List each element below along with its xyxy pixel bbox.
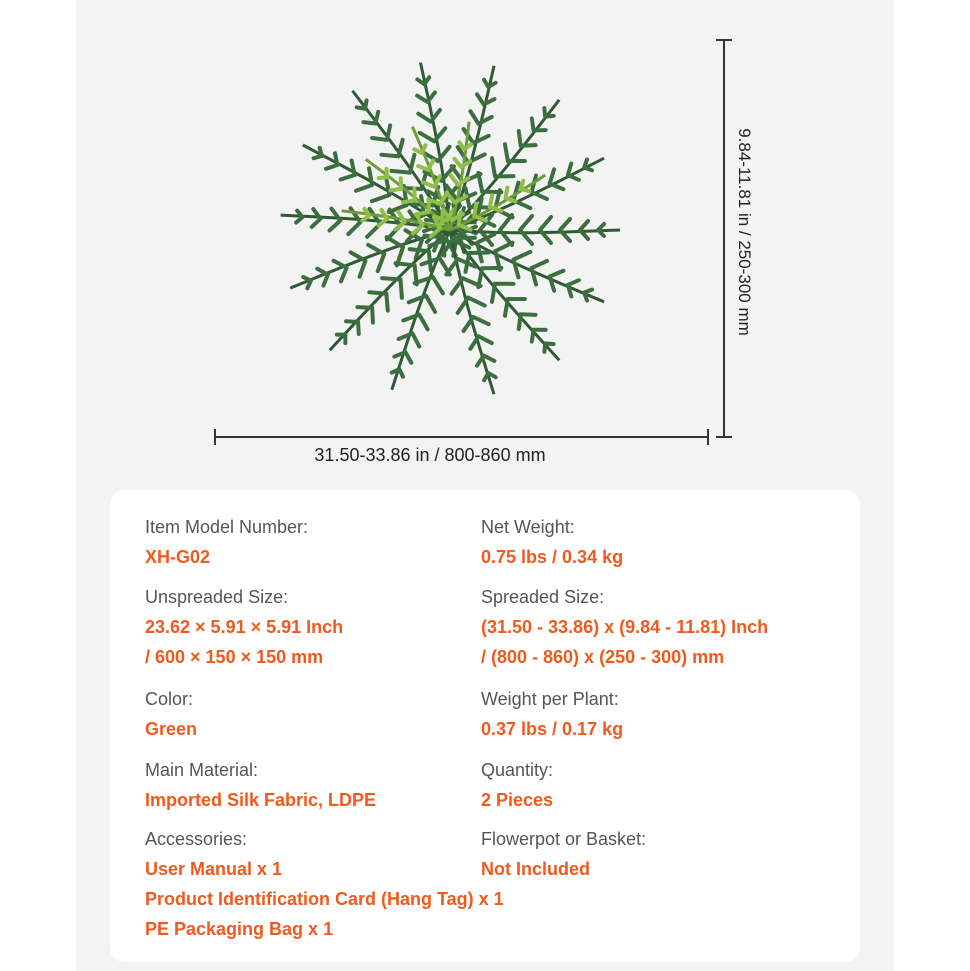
spec-unspreaded-value-line: 23.62 × 5.91 × 5.91 Inch (145, 617, 344, 637)
spec-accessory-item: User Manual x 1 (145, 859, 283, 879)
spec-spreaded-value-line: / (800 - 860) x (250 - 300) mm (481, 647, 725, 667)
spec-accessory-item: PE Packaging Bag x 1 (145, 919, 334, 939)
spec-net-weight (481, 512, 623, 572)
spec-flowerpot-label: Flowerpot or Basket: (481, 829, 647, 849)
spec-weight-per-plant-label: Weight per Plant: (481, 689, 619, 709)
spec-model-value: XH-G02 (145, 547, 211, 567)
spec-color-value: Green (145, 719, 198, 739)
width-dimension-line (215, 436, 708, 438)
spec-flowerpot (481, 824, 646, 884)
spec-spreaded-label: Spreaded Size: (481, 587, 605, 607)
spec-quantity-value: 2 Pieces (481, 790, 554, 810)
spec-model-label: Item Model Number: (145, 517, 309, 537)
width-dimension-label: 31.50-33.86 in / 800-860 mm (314, 445, 546, 465)
spec-accessories-label: Accessories: (145, 829, 248, 849)
spec-material (145, 755, 376, 815)
spec-model (145, 512, 308, 572)
spec-accessories (145, 824, 504, 944)
spec-weight-per-plant (481, 684, 623, 744)
spec-spreaded-size (481, 582, 768, 672)
spec-spreaded-value-line: (31.50 - 33.86) x (9.84 - 11.81) Inch (481, 617, 769, 637)
spec-accessory-item: Product Identification Card (Hang Tag) x 1 (145, 889, 504, 909)
fern-plant-image (200, 60, 700, 430)
height-dimension-cap-top (716, 39, 732, 41)
spec-unspreaded-value-line: / 600 × 150 × 150 mm (145, 647, 324, 667)
height-dimension-label: 9.84-11.81 in / 250-300 mm (735, 128, 754, 336)
spec-material-value: Imported Silk Fabric, LDPE (145, 790, 377, 810)
spec-quantity (481, 755, 553, 815)
spec-color (145, 684, 197, 744)
spec-unspreaded-size (145, 582, 343, 672)
spec-material-label: Main Material: (145, 760, 259, 780)
spec-unspreaded-label: Unspreaded Size: (145, 587, 289, 607)
spec-net-weight-label: Net Weight: (481, 517, 575, 537)
spec-quantity-label: Quantity: (481, 760, 554, 780)
spec-net-weight-value: 0.75 lbs / 0.34 kg (481, 547, 624, 567)
width-dimension-cap-right (707, 429, 709, 445)
height-dimension-cap-bottom (716, 436, 732, 438)
spec-flowerpot-value: Not Included (481, 859, 590, 879)
height-dimension-line (723, 40, 725, 438)
spec-weight-per-plant-value: 0.37 lbs / 0.17 kg (481, 719, 624, 739)
spec-color-label: Color: (145, 689, 194, 709)
width-dimension-cap-left (214, 429, 216, 445)
